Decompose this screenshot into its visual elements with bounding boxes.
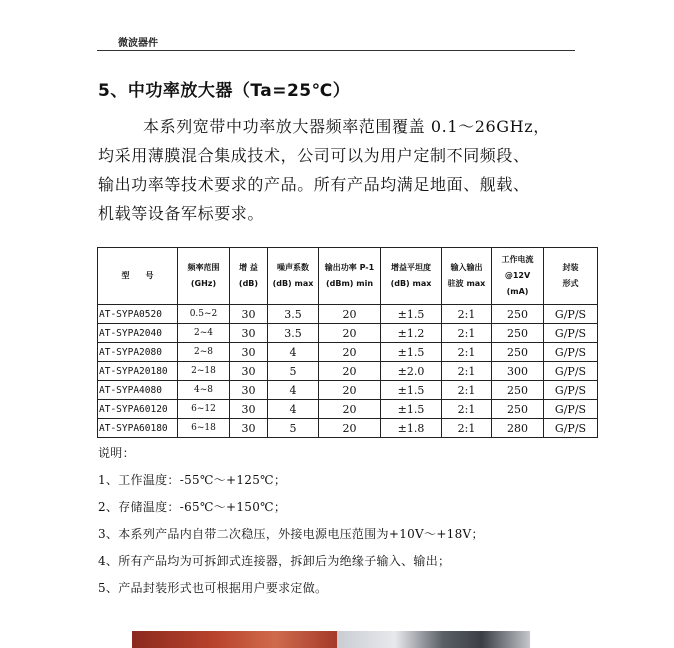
cell-frequency: 4~8 [178,381,230,400]
cell-output-power: 20 [319,419,381,438]
cell-model: AT-SYPA60120 [98,400,178,419]
table-row [98,324,598,343]
product-photo-strip [132,631,530,648]
cell-model: AT-SYPA4080 [98,381,178,400]
col-header-noise: 噪声系数 (dB) max [268,248,319,305]
cell-package: G/P/S [544,343,598,362]
cell-current: 250 [492,343,544,362]
col-header-gain: 增 益 (dB) [230,248,268,305]
cell-gain: 30 [230,400,268,419]
cell-frequency: 2~18 [178,362,230,381]
cell-noise: 5 [268,419,319,438]
col-header-package: 封装 形式 [544,248,598,305]
cell-gain: 30 [230,305,268,324]
cell-model: AT-SYPA60180 [98,419,178,438]
cell-gain: 30 [230,362,268,381]
intro-line: 输出功率等技术要求的产品。所有产品均满足地面、舰载、 [98,175,530,194]
cell-current: 300 [492,362,544,381]
cell-noise: 4 [268,343,319,362]
cell-model: AT-SYPA0520 [98,305,178,324]
table-row [98,343,598,362]
table-row [98,305,598,324]
cell-current: 250 [492,381,544,400]
header-rule [97,50,575,51]
cell-vswr: 2:1 [442,400,492,419]
cell-flatness: ±1.8 [381,419,442,438]
col-header-model: 型 号 [98,248,178,305]
cell-package: G/P/S [544,419,598,438]
cell-model: AT-SYPA20180 [98,362,178,381]
cell-noise: 3.5 [268,324,319,343]
cell-current: 250 [492,324,544,343]
cell-output-power: 20 [319,324,381,343]
note-item: 3、本系列产品内自带二次稳压，外接电源电压范围为+10V～+18V； [98,527,484,541]
cell-model: AT-SYPA2080 [98,343,178,362]
cell-gain: 30 [230,419,268,438]
col-header-current: 工作电流 @12V (mA) [492,248,544,305]
cell-output-power: 20 [319,362,381,381]
cell-model: AT-SYPA2040 [98,324,178,343]
cell-output-power: 20 [319,343,381,362]
product-photo-right [337,631,530,648]
notes-heading: 说明： [98,446,135,460]
cell-frequency: 6~12 [178,400,230,419]
notes-section [98,440,484,602]
table-row [98,362,598,381]
note-item: 5、产品封装形式也可根据用户要求定做。 [98,581,328,595]
cell-gain: 30 [230,343,268,362]
col-header-output-power: 输出功率 P-1 (dBm) min [319,248,381,305]
section-title: 5、中功率放大器（Ta=25℃） [98,81,351,101]
cell-vswr: 2:1 [442,362,492,381]
table-header-row [98,248,598,305]
note-item: 2、存储温度：-65℃～+150℃； [98,500,287,514]
col-header-vswr: 输入输出 驻波 max [442,248,492,305]
cell-vswr: 2:1 [442,381,492,400]
cell-current: 250 [492,305,544,324]
note-item: 1、工作温度：-55℃～+125℃； [98,473,287,487]
table-row [98,419,598,438]
cell-noise: 4 [268,381,319,400]
cell-flatness: ±1.5 [381,400,442,419]
cell-vswr: 2:1 [442,324,492,343]
cell-frequency: 6~18 [178,419,230,438]
note-item: 4、所有产品均为可拆卸式连接器，拆卸后为绝缘子输入、输出； [98,554,451,568]
col-header-flatness: 增益平坦度 (dB) max [381,248,442,305]
intro-paragraph [98,112,582,228]
cell-frequency: 2~8 [178,343,230,362]
spec-table [97,247,598,438]
intro-line: 均采用薄膜混合集成技术，公司可以为用户定制不同频段、 [98,146,530,165]
table-row [98,381,598,400]
product-photo-left [132,631,337,648]
cell-noise: 4 [268,400,319,419]
cell-package: G/P/S [544,400,598,419]
cell-vswr: 2:1 [442,343,492,362]
cell-flatness: ±1.5 [381,305,442,324]
page-header-label: 微波器件 [118,38,158,49]
cell-output-power: 20 [319,400,381,419]
cell-package: G/P/S [544,381,598,400]
cell-output-power: 20 [319,305,381,324]
table-row [98,400,598,419]
cell-current: 250 [492,400,544,419]
cell-frequency: 2~4 [178,324,230,343]
intro-line: 机载等设备军标要求。 [98,204,265,223]
col-header-frequency: 频率范围 (GHz) [178,248,230,305]
cell-package: G/P/S [544,362,598,381]
cell-gain: 30 [230,324,268,343]
cell-package: G/P/S [544,305,598,324]
cell-current: 280 [492,419,544,438]
cell-gain: 30 [230,381,268,400]
cell-frequency: 0.5~2 [178,305,230,324]
cell-flatness: ±1.5 [381,381,442,400]
cell-vswr: 2:1 [442,305,492,324]
cell-noise: 3.5 [268,305,319,324]
cell-flatness: ±2.0 [381,362,442,381]
cell-flatness: ±1.5 [381,343,442,362]
cell-package: G/P/S [544,324,598,343]
cell-output-power: 20 [319,381,381,400]
intro-line: 本系列宽带中功率放大器频率范围覆盖 0.1～26GHz， [143,117,550,136]
cell-noise: 5 [268,362,319,381]
cell-flatness: ±1.2 [381,324,442,343]
cell-vswr: 2:1 [442,419,492,438]
